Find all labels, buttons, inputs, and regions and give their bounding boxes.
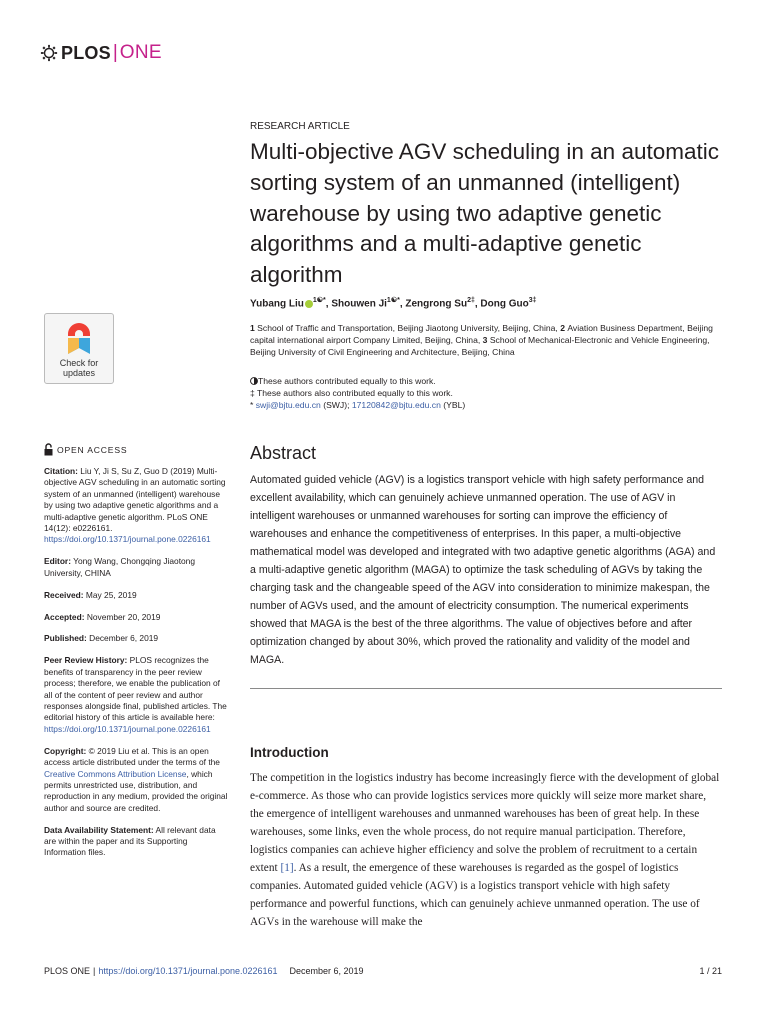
editor-text: Yong Wang, Chongqing Jiaotong University, CHINA <box>44 556 196 578</box>
published-block <box>44 633 230 644</box>
editor-label: Editor: <box>44 556 71 567</box>
also-equal-note: ‡ These authors also contributed equally to this work. <box>250 388 453 398</box>
introduction-heading: Introduction <box>250 745 329 760</box>
email-initials: (YBL) <box>440 400 466 410</box>
copyright-block <box>44 746 230 814</box>
affiliation-number: 1 <box>250 323 255 333</box>
editor-block <box>44 556 230 579</box>
accepted-date: November 20, 2019 <box>84 611 161 622</box>
data-availability-label: Data Availability Statement: <box>44 824 154 835</box>
crossmark-line1: Check for <box>59 358 99 368</box>
equal-contribution-icon <box>250 377 258 385</box>
accepted-block <box>44 612 230 623</box>
footer-doi-link[interactable]: https://doi.org/10.1371/journal.pone.0226161 <box>98 966 278 976</box>
crossmark-label <box>45 358 113 378</box>
citation-block <box>44 466 230 546</box>
logo-separator: | <box>112 42 118 63</box>
affiliation-text: School of Mechanical-Electronic and Vehicle Engineering, Beijing University of Civil Engineering and Architecture, Beijing, China <box>250 335 710 357</box>
open-lock-icon <box>44 443 53 456</box>
peer-review-block <box>44 655 230 735</box>
accepted-label: Accepted: <box>44 611 85 622</box>
footer-separator: | <box>93 966 96 976</box>
author-name[interactable]: Shouwen Ji <box>331 298 387 310</box>
page-number: 1 / 21 <box>699 966 722 976</box>
author-affiliation-mark: 3‡ <box>528 297 537 304</box>
introduction-text <box>250 769 720 931</box>
reference-link[interactable]: [1] <box>280 862 294 874</box>
peer-review-label: Peer Review History: <box>44 655 128 666</box>
crossmark-icon <box>64 320 94 356</box>
affiliation-text: Aviation Business Department, Beijing capital international airport Company Limited, Beijing, China, <box>250 323 713 345</box>
affiliation-number: 3 <box>482 335 488 345</box>
logo-plos-text: PLOS <box>61 42 111 63</box>
article-title: Multi-objective AGV scheduling in an automatic sorting system of an unmanned (intelligent) warehouse by using two adaptive genetic algorithms and a multi-adaptive genetic algorithm <box>250 139 719 288</box>
received-block <box>44 590 230 601</box>
author-name[interactable]: Zengrong Su <box>405 298 468 310</box>
copyright-label: Copyright: <box>44 745 87 756</box>
received-label: Received: <box>44 589 84 600</box>
footer-date: December 6, 2019 <box>289 966 364 976</box>
open-access-text: OPEN ACCESS <box>57 444 128 455</box>
plos-one-logo[interactable] <box>40 40 162 66</box>
peer-review-text: PLOS recognizes the benefits of transparency in the peer review process; therefore, we enable the publication of all of the content of peer review and author responses alongside final, published articles. The editorial history of this article is available here: <box>44 655 227 723</box>
check-for-updates-badge[interactable] <box>44 313 114 384</box>
intro-paragraph-part: . As a result, the emergence of these warehouses is regarded as the gospel of logistics companies. Automated guided vehicle (AGV) is a logistics transport vehicle with high safety performance and powerful functions, which can genuinely achieve unmanned operation. The use of AGVs in the warehouse will make the <box>250 862 700 928</box>
copyright-text: © 2019 Liu et al. This is an open access article distributed under the terms of the <box>44 745 220 768</box>
published-date: December 6, 2019 <box>86 633 159 644</box>
author-separator: , <box>399 298 406 310</box>
intro-paragraph-part: The competition in the logistics industry has become increasingly fierce with the development of global e-commerce. As those who can provide logistics services more quickly will seize more market share, the emergence of intelligent warehouses and unmanned warehouses has been of great help. In these warehouses, some links, even the whole process, do not require manual participation. Therefore, logistics companies can achieve higher efficiency and solve the problem of recruitment to a certain extent <box>250 772 720 874</box>
section-divider <box>250 688 722 689</box>
open-access-label <box>44 443 127 456</box>
author-notes <box>250 375 720 411</box>
email-link-swj[interactable]: swji@bjtu.edu.cn <box>255 400 321 410</box>
author-name[interactable]: Dong Guo <box>480 298 529 310</box>
corresponding-emails <box>250 399 720 411</box>
abstract-heading: Abstract <box>250 443 317 463</box>
logo-one-text: ONE <box>119 42 162 63</box>
author-name[interactable]: Yubang Liu <box>250 298 304 310</box>
author-separator: , <box>325 298 332 310</box>
author-affiliation-mark: 1☯* <box>386 297 400 304</box>
data-availability-text: All relevant data are within the paper and its Supporting Information files. <box>44 824 216 858</box>
received-date: May 25, 2019 <box>83 589 137 600</box>
affiliation-text: School of Traffic and Transportation, Beijing Jiaotong University, Beijing, China, <box>257 323 561 333</box>
email-link-ybl[interactable]: 17120842@bjtu.edu.cn <box>351 400 441 410</box>
crossmark-line2: updates <box>62 368 96 378</box>
affiliations <box>250 322 720 358</box>
author-separator: , <box>474 298 481 310</box>
abstract-text: Automated guided vehicle (AGV) is a logistics transport vehicle with high safety performance and excellent availability, which can genuinely achieve unmanned operation. The use of AGV in intelligent warehouses or unmanned warehouses for sorting can improve the efficiency of warehouses and enhance the competitiveness of enterprises. In this paper, a multi-objective mathematical model was developed and integrated with two adaptive genetic algorithms (AGA) and a multi-adaptive genetic algorithm (MAGA) to optimize the task scheduling of AGVs by taking the charging task and the changeable speed of the AGV into consideration to minimize makespan, the number of AGVs used, and the amount of electricity consumption. The numerical experiments showed that MAGA is the best of the three algorithms. The value of objectives before and after optimization changed by about 30%, which proved the rationality and validity of the model and MAGA. <box>250 474 716 666</box>
published-label: Published: <box>44 633 87 644</box>
peer-review-doi-link[interactable]: https://doi.org/10.1371/journal.pone.0226161 <box>44 723 211 734</box>
plos-gear-icon <box>40 44 58 62</box>
data-availability-block <box>44 825 230 859</box>
citation-doi-link[interactable]: https://doi.org/10.1371/journal.pone.0226161 <box>44 534 211 545</box>
article-type-label: RESEARCH ARTICLE <box>250 121 350 132</box>
article-info-sidebar <box>44 466 230 869</box>
footer-journal: PLOS ONE <box>44 966 91 976</box>
page-footer <box>44 966 722 976</box>
author-affiliation-mark: 2‡ <box>467 297 475 304</box>
author-affiliation-mark: 1☯* <box>312 297 326 304</box>
orcid-icon[interactable] <box>305 300 313 308</box>
affiliation-number: 2 <box>560 323 565 333</box>
citation-label: Citation: <box>44 466 78 476</box>
corresponding-mark: * <box>250 400 256 410</box>
email-initials: (SWJ); <box>320 400 352 410</box>
author-list <box>250 296 720 309</box>
license-link[interactable]: Creative Commons Attribution License <box>44 768 187 779</box>
equal-contribution-note <box>250 375 720 387</box>
citation-text: Liu Y, Ji S, Su Z, Guo D (2019) Multi-objective AGV scheduling in an automatic sorting system of an unmanned (intelligent) warehouse by using two adaptive genetic algorithms and a multi-adaptive genetic algorithm. PLoS ONE 14(12): e0226161. <box>44 466 226 534</box>
copyright-text-end: , which permits unrestricted use, distribution, and reproduction in any medium, provided the original author and source are credited. <box>44 768 228 813</box>
equal-contribution-text: These authors contributed equally to this work. <box>258 376 436 386</box>
